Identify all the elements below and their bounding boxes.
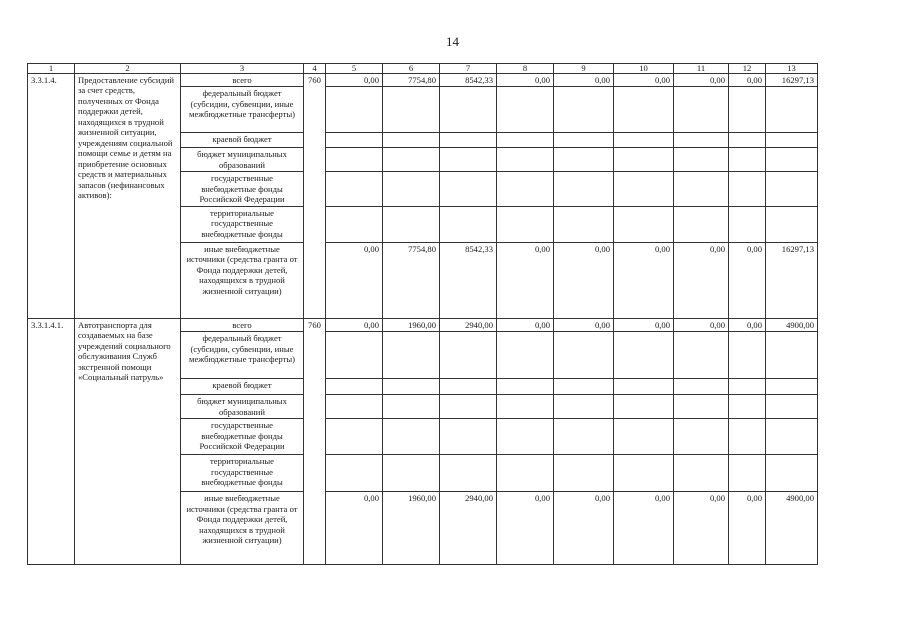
value-cell (729, 148, 766, 172)
value-cell (497, 148, 554, 172)
value-cell: 0,00 (326, 492, 383, 565)
funding-source: федеральный бюджет (субсидии, субвенции, иные межбюджетные трансферты) (181, 332, 304, 379)
header-cell: 10 (614, 64, 674, 74)
value-cell: 0,00 (674, 318, 729, 331)
item-code-col4: 760 (304, 318, 326, 564)
value-cell (497, 87, 554, 133)
value-cell (674, 148, 729, 172)
value-cell (497, 172, 554, 206)
value-cell (440, 379, 497, 395)
value-cell (383, 172, 440, 206)
value-cell (614, 87, 674, 133)
value-cell (614, 332, 674, 379)
table-row (28, 318, 818, 331)
item-code: 3.3.1.4.1. (28, 318, 75, 564)
value-cell (729, 206, 766, 242)
value-cell (440, 133, 497, 148)
value-cell (766, 455, 818, 492)
value-cell (766, 133, 818, 148)
value-cell (383, 332, 440, 379)
value-cell (766, 379, 818, 395)
value-cell (383, 87, 440, 133)
value-cell (497, 133, 554, 148)
value-cell (674, 172, 729, 206)
value-cell (326, 172, 383, 206)
value-cell: 0,00 (497, 242, 554, 318)
header-cell: 7 (440, 64, 497, 74)
value-cell (614, 455, 674, 492)
value-cell: 8542,33 (440, 74, 497, 87)
table-row (28, 74, 818, 87)
value-cell: 0,00 (497, 318, 554, 331)
value-cell (440, 455, 497, 492)
value-cell: 0,00 (554, 318, 614, 331)
value-cell (440, 419, 497, 455)
value-cell (554, 148, 614, 172)
value-cell (729, 133, 766, 148)
funding-source: краевой бюджет (181, 379, 304, 395)
value-cell (326, 419, 383, 455)
header-cell: 1 (28, 64, 75, 74)
item-code-col4: 760 (304, 74, 326, 319)
value-cell (674, 419, 729, 455)
funding-source: краевой бюджет (181, 133, 304, 148)
value-cell (497, 332, 554, 379)
header-cell: 2 (75, 64, 181, 74)
value-cell (766, 419, 818, 455)
value-cell (729, 419, 766, 455)
value-cell: 0,00 (554, 492, 614, 565)
value-cell (383, 419, 440, 455)
value-cell: 7754,80 (383, 74, 440, 87)
funding-source: бюджет муниципальных образований (181, 395, 304, 419)
value-cell (383, 379, 440, 395)
value-cell (766, 172, 818, 206)
funding-source: бюджет муниципальных образований (181, 148, 304, 172)
value-cell (614, 419, 674, 455)
value-cell: 0,00 (674, 492, 729, 565)
value-cell (674, 455, 729, 492)
value-cell: 0,00 (674, 242, 729, 318)
value-cell: 0,00 (729, 242, 766, 318)
value-cell (383, 395, 440, 419)
value-cell (554, 395, 614, 419)
value-cell (614, 148, 674, 172)
value-cell: 0,00 (614, 242, 674, 318)
value-cell (326, 87, 383, 133)
value-cell: 2940,00 (440, 492, 497, 565)
funding-source: всего (181, 318, 304, 331)
value-cell (440, 87, 497, 133)
header-cell: 4 (304, 64, 326, 74)
value-cell (326, 455, 383, 492)
value-cell (674, 206, 729, 242)
value-cell (326, 395, 383, 419)
value-cell (326, 148, 383, 172)
value-cell (674, 395, 729, 419)
value-cell (497, 379, 554, 395)
value-cell (729, 87, 766, 133)
value-cell (729, 455, 766, 492)
value-cell (766, 332, 818, 379)
value-cell (554, 419, 614, 455)
value-cell: 16297,13 (766, 242, 818, 318)
value-cell: 8542,33 (440, 242, 497, 318)
funding-source: иные внебюджетные источники (средства гранта от Фонда поддержки детей, находящихся в трудной жизненной ситуации) (181, 492, 304, 565)
value-cell (729, 332, 766, 379)
header-cell: 3 (181, 64, 304, 74)
value-cell (554, 455, 614, 492)
value-cell (554, 206, 614, 242)
value-cell (326, 379, 383, 395)
value-cell (497, 455, 554, 492)
value-cell (440, 172, 497, 206)
value-cell: 1960,00 (383, 318, 440, 331)
value-cell (440, 148, 497, 172)
value-cell (383, 455, 440, 492)
value-cell: 0,00 (326, 318, 383, 331)
value-cell (440, 395, 497, 419)
header-cell: 6 (383, 64, 440, 74)
funding-source: территориальные государственные внебюджетные фонды (181, 206, 304, 242)
funding-source: государственные внебюджетные фонды Российской Федерации (181, 172, 304, 206)
value-cell (729, 379, 766, 395)
value-cell (554, 332, 614, 379)
value-cell (497, 395, 554, 419)
item-description: Предоставление субсидий за счет средств, полученных от Фонда поддержки детей, находящихся в трудной жизненной ситуации, учреждениям социальной помощи семье и детям на приобретение основных средств и материальных запасов (нефинансовых активов): (75, 74, 181, 319)
value-cell: 0,00 (614, 492, 674, 565)
value-cell: 0,00 (554, 74, 614, 87)
value-cell (326, 332, 383, 379)
header-cell: 5 (326, 64, 383, 74)
funding-source: всего (181, 74, 304, 87)
header-cell: 8 (497, 64, 554, 74)
value-cell: 16297,13 (766, 74, 818, 87)
value-cell (554, 87, 614, 133)
funding-source: иные внебюджетные источники (средства гранта от Фонда поддержки детей, находящихся в трудной жизненной ситуации) (181, 242, 304, 318)
value-cell (614, 206, 674, 242)
value-cell: 0,00 (326, 242, 383, 318)
item-description: Автотранспорта для создаваемых на базе учреждений социального обслуживания Служб экстренной помощи «Социальный патруль» (75, 318, 181, 564)
value-cell (554, 379, 614, 395)
item-code: 3.3.1.4. (28, 74, 75, 319)
value-cell (554, 133, 614, 148)
value-cell: 2940,00 (440, 318, 497, 331)
value-cell: 0,00 (614, 318, 674, 331)
value-cell: 1960,00 (383, 492, 440, 565)
value-cell: 0,00 (614, 74, 674, 87)
value-cell: 0,00 (554, 242, 614, 318)
value-cell: 4900,00 (766, 318, 818, 331)
value-cell (674, 133, 729, 148)
value-cell: 0,00 (497, 74, 554, 87)
value-cell (614, 133, 674, 148)
header-cell: 9 (554, 64, 614, 74)
value-cell: 0,00 (729, 492, 766, 565)
value-cell (674, 87, 729, 133)
value-cell (383, 133, 440, 148)
value-cell: 0,00 (729, 74, 766, 87)
value-cell (766, 395, 818, 419)
value-cell (440, 206, 497, 242)
header-cell: 12 (729, 64, 766, 74)
value-cell (614, 395, 674, 419)
value-cell (729, 395, 766, 419)
value-cell (326, 206, 383, 242)
header-cell: 11 (674, 64, 729, 74)
value-cell (497, 206, 554, 242)
value-cell: 0,00 (729, 318, 766, 331)
value-cell (766, 206, 818, 242)
header-cell: 13 (766, 64, 818, 74)
value-cell (766, 87, 818, 133)
funding-source: государственные внебюджетные фонды Российской Федерации (181, 419, 304, 455)
page-number: 14 (446, 34, 459, 49)
value-cell: 0,00 (497, 492, 554, 565)
funding-source: территориальные государственные внебюджетные фонды (181, 455, 304, 492)
funding-source: федеральный бюджет (субсидии, субвенции, иные межбюджетные трансферты) (181, 87, 304, 133)
value-cell: 0,00 (326, 74, 383, 87)
value-cell (766, 148, 818, 172)
value-cell (674, 379, 729, 395)
value-cell (383, 206, 440, 242)
value-cell (440, 332, 497, 379)
value-cell (614, 172, 674, 206)
value-cell (674, 332, 729, 379)
value-cell (729, 172, 766, 206)
value-cell: 0,00 (674, 74, 729, 87)
header-row (28, 64, 818, 74)
value-cell (497, 419, 554, 455)
value-cell (383, 148, 440, 172)
value-cell (554, 172, 614, 206)
budget-table (27, 63, 818, 565)
value-cell (326, 133, 383, 148)
value-cell: 7754,80 (383, 242, 440, 318)
value-cell (614, 379, 674, 395)
value-cell: 4900,00 (766, 492, 818, 565)
